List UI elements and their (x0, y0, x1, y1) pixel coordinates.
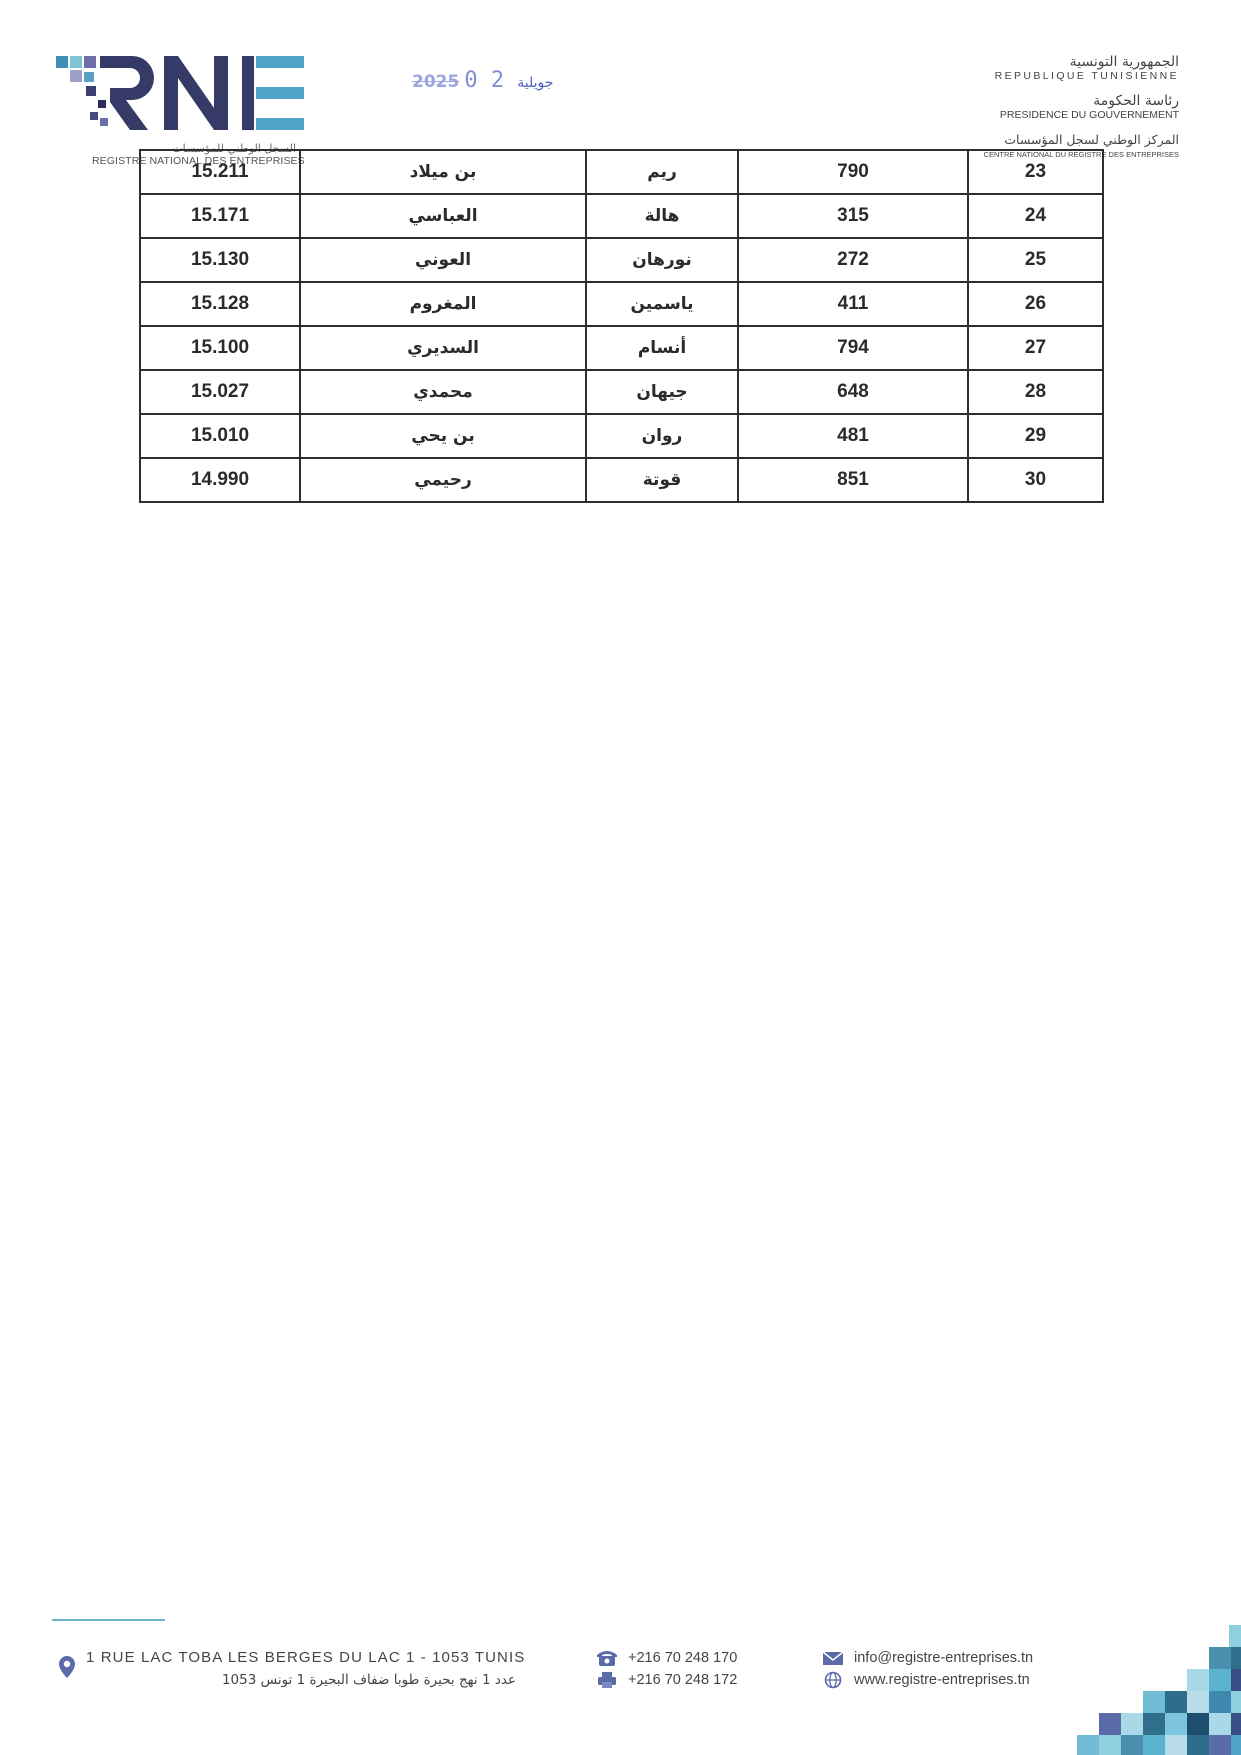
cell-first-name: هالة (586, 194, 738, 238)
results-table-body (140, 150, 1103, 502)
cell-score: 15.010 (140, 414, 300, 458)
footer-email[interactable] (822, 1649, 1033, 1667)
footer-email-address[interactable]: info@registre-entreprises.tn (854, 1650, 1034, 1666)
logo-french-name: REGISTRE NATIONAL DES ENTREPRISES (92, 155, 305, 167)
cell-rank: 24 (968, 194, 1103, 238)
table-row (140, 150, 1103, 194)
footer-website[interactable] (822, 1671, 1030, 1689)
table-row (140, 326, 1103, 370)
cell-rank: 23 (968, 150, 1103, 194)
cell-surname: السديري (300, 326, 586, 370)
results-table (139, 149, 1104, 503)
globe-icon (822, 1671, 844, 1689)
footer-phone (596, 1649, 737, 1667)
envelope-icon (822, 1649, 844, 1667)
cell-id: 790 (738, 150, 968, 194)
cell-id: 481 (738, 414, 968, 458)
table-row (140, 282, 1103, 326)
presidency-arabic: رئاسة الحكومة (1093, 93, 1179, 109)
center-french: CENTRE NATIONAL DU REGISTRE DES ENTREPRISES (983, 150, 1179, 159)
presidency-french: PRESIDENCE DU GOUVERNEMENT (999, 109, 1179, 121)
cell-score: 15.027 (140, 370, 300, 414)
table-row (140, 414, 1103, 458)
cell-score: 15.171 (140, 194, 300, 238)
center-arabic: المركز الوطني لسجل المؤسسات (1004, 132, 1179, 147)
cell-surname: بن يحي (300, 414, 586, 458)
cell-first-name: جيهان (586, 370, 738, 414)
cell-rank: 30 (968, 458, 1103, 502)
stamp-day: 2 0 (464, 68, 505, 93)
cell-rank: 28 (968, 370, 1103, 414)
footer-pixel-decoration (1061, 1620, 1241, 1755)
stamp-month: جويلية (517, 75, 554, 91)
cell-score: 15.128 (140, 282, 300, 326)
table-row (140, 194, 1103, 238)
table-row (140, 370, 1103, 414)
cell-rank: 27 (968, 326, 1103, 370)
cell-id: 648 (738, 370, 968, 414)
table-row (140, 238, 1103, 282)
footer-accent-rule (52, 1619, 165, 1621)
cell-first-name: قوتة (586, 458, 738, 502)
republic-french: REPUBLIQUE TUNISIENNE (994, 70, 1179, 82)
footer-address-arabic: عدد 1 نهج بحيرة طوبا ضفاف البحيرة 1 تونس 1053 (221, 1672, 516, 1688)
phone-icon (596, 1649, 618, 1667)
fax-icon (596, 1671, 618, 1689)
cell-surname: العوني (300, 238, 586, 282)
cell-id: 851 (738, 458, 968, 502)
cell-surname: بن ميلاد (300, 150, 586, 194)
cell-surname: رحيمي (300, 458, 586, 502)
footer-phone-number: +216 70 248 170 (628, 1650, 738, 1666)
stamp-year: 2025 (412, 72, 460, 92)
cell-id: 794 (738, 326, 968, 370)
cell-rank: 29 (968, 414, 1103, 458)
cell-id: 315 (738, 194, 968, 238)
cell-score: 15.130 (140, 238, 300, 282)
cell-surname: المغروم (300, 282, 586, 326)
cell-score: 15.211 (140, 150, 300, 194)
cell-first-name: روان (586, 414, 738, 458)
cell-rank: 26 (968, 282, 1103, 326)
republic-arabic: الجمهورية التونسية (1069, 54, 1179, 70)
table-row (140, 458, 1103, 502)
footer-fax (596, 1671, 737, 1689)
footer-website-url[interactable]: www.registre-entreprises.tn (854, 1672, 1030, 1688)
cell-score: 15.100 (140, 326, 300, 370)
cell-first-name: أنسام (586, 326, 738, 370)
republic-block (919, 54, 1179, 83)
rne-logo-mark (56, 54, 306, 134)
date-stamp (412, 68, 561, 93)
cell-score: 14.990 (140, 458, 300, 502)
logo-arabic-name: السجل الوطني للمؤسسات (172, 142, 296, 155)
cell-first-name: ريم (586, 150, 738, 194)
footer-address-french: 1 RUE LAC TOBA LES BERGES DU LAC 1 - 1053 TUNIS (86, 1649, 526, 1666)
cell-first-name: نورهان (586, 238, 738, 282)
presidency-block (919, 93, 1179, 122)
footer-fax-number: +216 70 248 172 (628, 1672, 738, 1688)
cell-rank: 25 (968, 238, 1103, 282)
location-pin-icon (58, 1655, 76, 1679)
cell-surname: محمدي (300, 370, 586, 414)
cell-id: 272 (738, 238, 968, 282)
cell-first-name: ياسمين (586, 282, 738, 326)
cell-id: 411 (738, 282, 968, 326)
cell-surname: العباسي (300, 194, 586, 238)
